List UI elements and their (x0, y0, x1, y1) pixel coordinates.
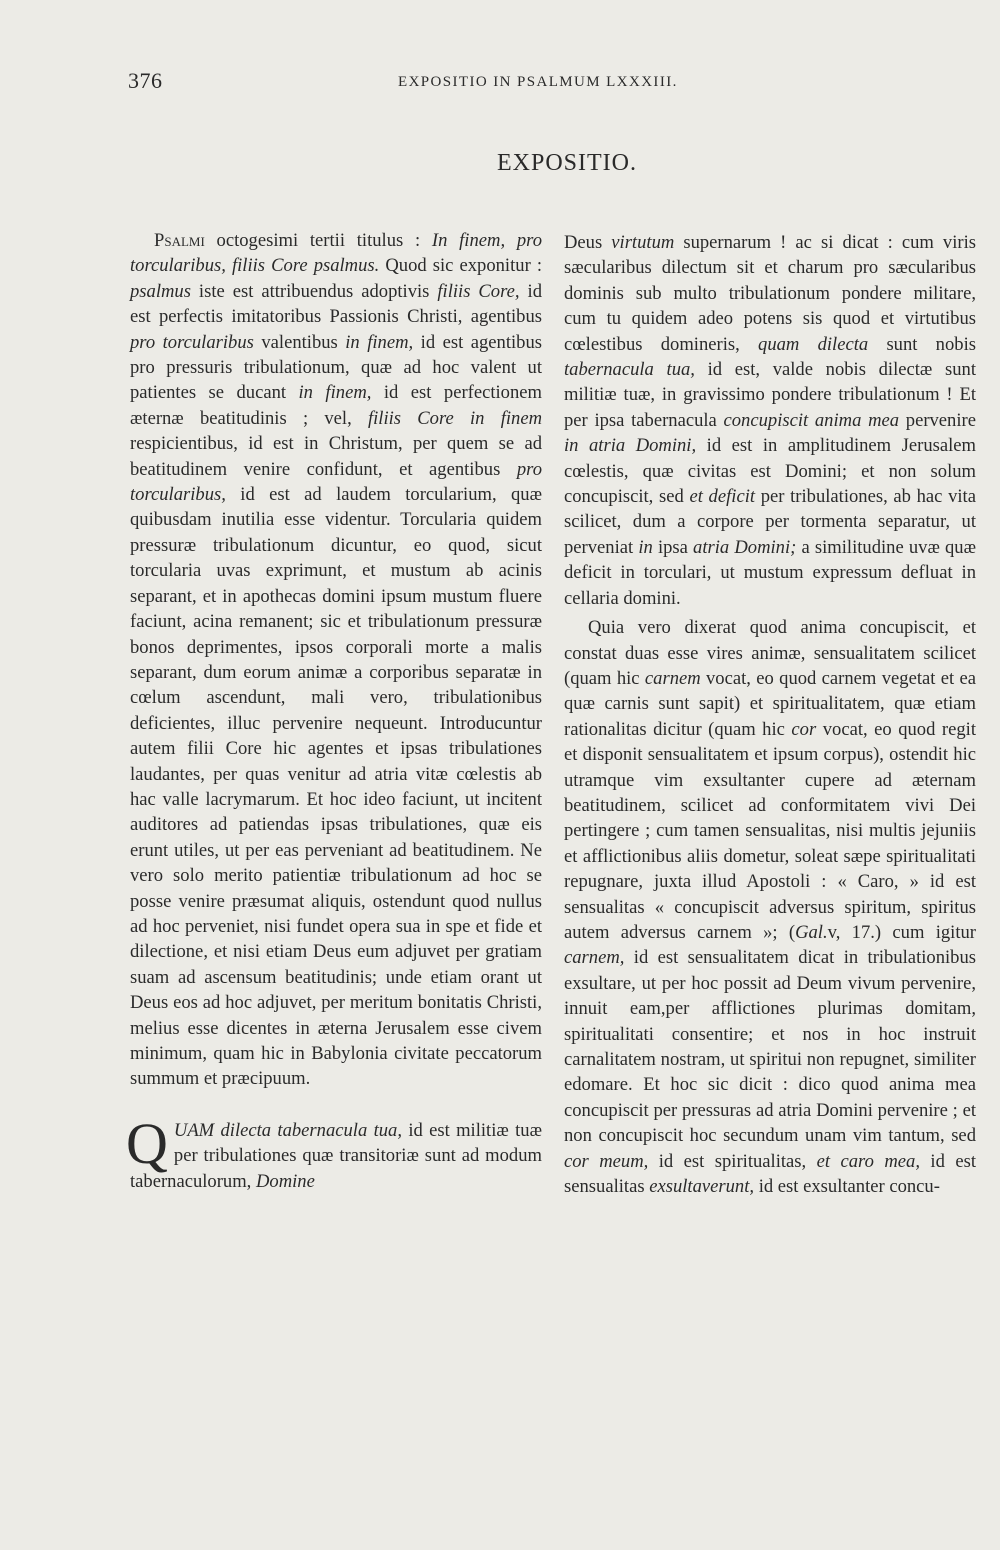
text-run: id est ad laudem torcularium, quæ quibusdam inutilia esse videntur. Torcularia quidem pressuræ tribulationum dicuntur, eo quod, sicut torcularia uvas exprimunt, et mustum ab acinis separant, et in apothecas domini ipsum mustum fluere faciunt, acina remanent; sic et tribulationum pressuræ bonos deprimentes, ipsos corporali morte a malis separant, dum eorum animæ a corporibus separatæ in cœlum ascendunt, mali vero, tribulationibus deficientes, illuc pervenire nequeunt. Introducuntur autem filii Core hic agentes et ipsas tribulationes laudantes, per quas venitur ad atria vitæ cœlestis ab hac valle lacrymarum. Et hoc ideo faciunt, ut incitent auditores ad patiendas ipsas tribulationes, quæ eis erunt utiles, ut per eas perveniant ad beatitudinem. Ne vero solo merito patientiæ tribulationum ad hoc se posse venire præsumat aliquis, ostendunt quod nullus ad hoc perveniet, nisi fundet opera sua in spe et fide et dilectione, et nisi etiam Deus eum adjuvet per gratiam suam ad ascensum beatitudinis; unde etiam orant ut Deus eos ad hoc adjuvet, per meritum bonitatis Christi, melius esse dicentes in æterna Jerusalem esse civem minimum, quam hic in Babylonia civitate peccatorum summum et præcipuum. (130, 484, 542, 1090)
italic-run: cor meum, (564, 1150, 649, 1172)
italic-run: in finem, (298, 382, 372, 404)
italic-run: UAM dilecta tabernacula tua, (173, 1119, 402, 1141)
psalmi-smallcaps: Psalmi (154, 230, 205, 251)
right-column (564, 230, 976, 1199)
italic-run: Gal. (795, 921, 828, 943)
text-run: id est, valde nobis dilectæ sunt militiæ tuæ, in gravissimo pondere tribulationum ! Et per ipsa tabernacula (564, 359, 976, 431)
left-column (126, 228, 543, 1194)
italic-run: et caro mea, (816, 1150, 920, 1172)
right-paragraph-2 (564, 615, 976, 1199)
text-run: id est perfectis imitatoribus Passionis Christi, agentibus (130, 280, 542, 328)
text-run: per tribulationes, ab hac vita scilicet, dum a corpore per tormenta separatur, ut perveniat (564, 486, 976, 558)
italic-run: in (638, 536, 653, 558)
text-run: octogesimi tertii titulus : (204, 230, 432, 251)
italic-run: in finem, (345, 331, 414, 353)
text-run: a similitudine uvæ quæ deficit in torculari, ut mustum expressum defluat in cellaria domini. (564, 536, 976, 609)
italic-run: virtutum (611, 232, 675, 253)
italic-run: psalmus (130, 280, 191, 302)
text-run: v, 17.) cum igitur (827, 921, 976, 943)
italic-run: Domine (255, 1170, 315, 1192)
italic-run: pro torcularibus (130, 331, 254, 353)
text-run: id est agentibus pro pressuris tribulationum, quæ ad hoc valent ut patientes se ducant (130, 331, 542, 404)
italic-run: in atria Domini, (564, 435, 697, 457)
section-title: EXPOSITIO. (497, 150, 637, 176)
drop-cap: Q (126, 1110, 168, 1176)
page-number: 376 (128, 68, 163, 93)
running-head: EXPOSITIO IN PSALMUM LXXXIII. (398, 74, 678, 90)
italic-run: carnem (644, 667, 701, 689)
italic-run: filiis Core in finem (367, 407, 543, 429)
italic-run: et deficit (689, 486, 756, 508)
italic-run: atria Domini; (693, 536, 797, 558)
paragraph-gap (130, 1092, 542, 1118)
text-run: Quia vero dixerat quod anima concupiscit, et constat duas esse vires animæ, sensualitatem scilicet (quam hic (564, 617, 976, 689)
text-run: id est in amplitudinem Jerusalem cœlestis, quæ civitas est Domini; et non solum concupiscit, sed (564, 435, 976, 508)
text-run: iste est attribuendus adoptivis (190, 280, 438, 302)
italic-run: pro torcularibus, (130, 458, 542, 506)
italic-run: concupiscit anima mea (723, 409, 900, 431)
text-run: Deus (564, 232, 612, 253)
text-run: id est sensualitatem dicat in tribulationibus exsultare, ut per hoc possit ad Deum vivum pervenire, innuit eam,per afflictiones plurimas domitam, spiritualitati consentire; et nos in hoc instruit carnalitatem nostram, ut spiritui non repugnet, similiter edomare. Et hoc sic dicit : dico quod anima mea concupiscit per pressuras ad atria Domini pervenire ; et non concupiscit hoc secundum unam vim tantum, sed (564, 947, 976, 1147)
text-run: vocat, eo quod regit et disponit sensualitatem et ipsum corpus), ostendit hic utramque vim exsultanter cupere ad æternam beatitudinem, scilicet ad conformitatem vivi Dei pertingere ; cum tamen sensualitas, nisi multis jejuniis et afflictionibus aliis dometur, soleat sæpe spiritualitati repugnare, juxta illud Apostoli : « Caro, » id est sensualitas « concupiscit adversus spiritum, spiritus autem adversus carnem »; ( (564, 718, 976, 943)
italic-run: filiis Core, (437, 280, 520, 302)
text-run: Quod sic exponitur : (379, 255, 542, 277)
text-run: id est exsultanter concu- (754, 1176, 940, 1198)
text-run: id est militiæ tuæ per tribulationes quæ transitoriæ sunt ad modum tabernaculorum, (130, 1119, 542, 1192)
text-run: ipsa (652, 536, 694, 558)
italic-run: exsultaverunt, (649, 1176, 755, 1198)
text-run: pervenire (899, 409, 976, 431)
left-paragraph-1 (130, 228, 542, 1092)
text-run: sunt nobis (868, 333, 976, 355)
text-run: valentibus (253, 331, 346, 353)
left-paragraph-2 (126, 1110, 542, 1194)
text-run: vocat, eo quod carnem vegetat et ea quæ carnis sunt sapit) et spiritualitatem, quæ etiam rationalitas dicitur (quam hic (564, 667, 977, 740)
italic-run: cor (791, 718, 817, 740)
right-paragraph-1 (564, 230, 976, 611)
text-run: id est spiritualitas, (648, 1150, 817, 1172)
text-run: id est sensualitas (564, 1150, 976, 1198)
text-run: id est perfectionem æternæ beatitudinis ; vel, (130, 382, 542, 429)
text-run: respicientibus, id est in Christum, per quem se ad beatitudinem venire confidunt, et agentibus (130, 433, 542, 480)
italic-run: In finem, pro torcularibus, filiis Core psalmus. (130, 230, 542, 277)
text-run: supernarum ! ac si dicat : cum viris sæcularibus dilectum sit et charum pro sæcularibus dominis sub multo tribulationum pondere militare, cum tu quidem adeo potens sis quod et virtutibus cœlestibus domineris, (564, 232, 976, 355)
italic-run: carnem, (564, 947, 625, 969)
italic-run: tabernacula tua, (564, 359, 695, 381)
italic-run: quam dilecta (758, 333, 869, 355)
